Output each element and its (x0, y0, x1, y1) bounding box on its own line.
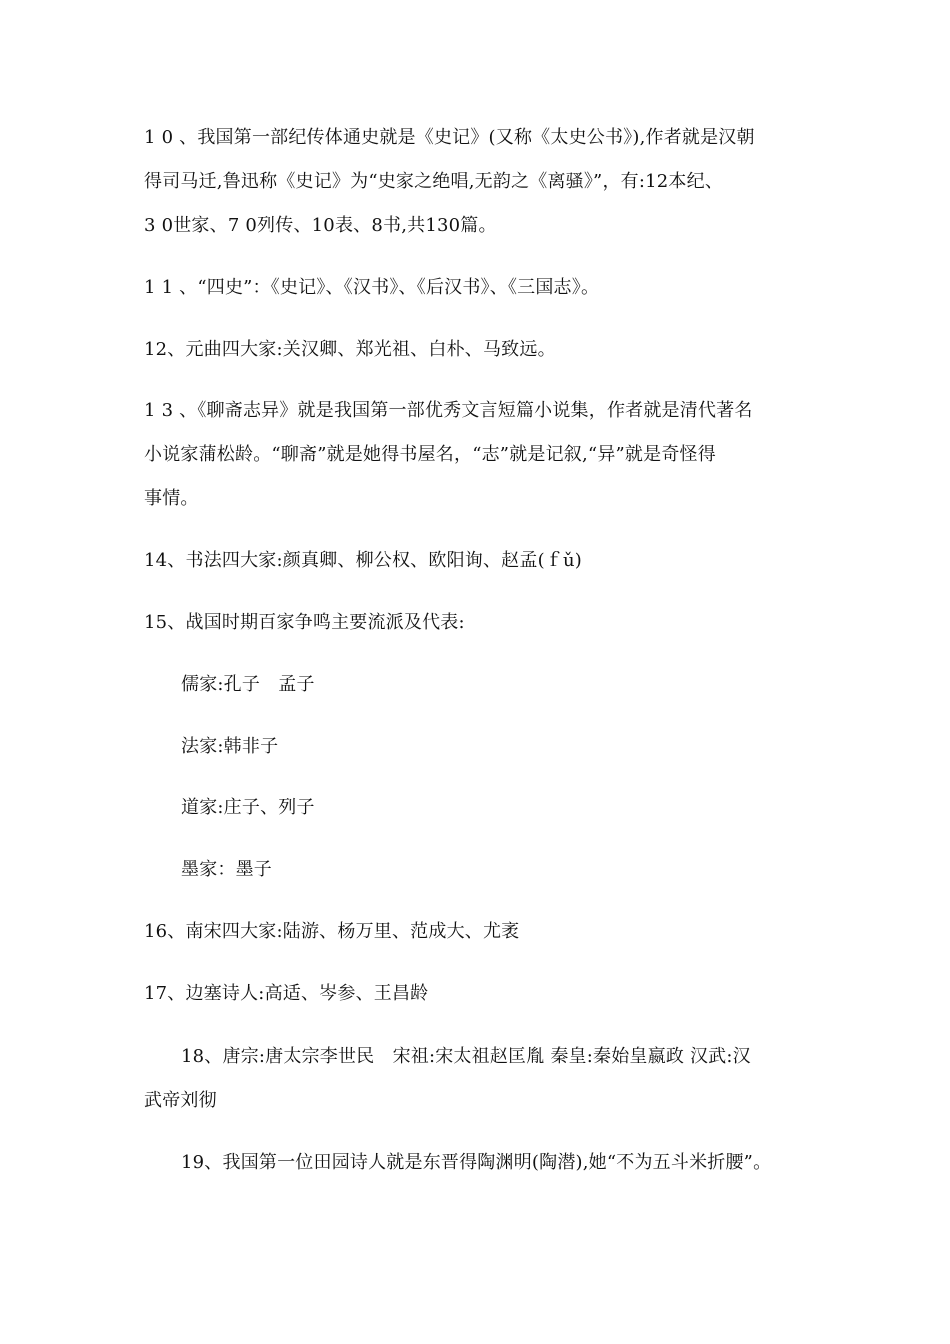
text-line-10c: 3 0世家、7 0列传、10表、8书,共130篇。 (144, 215, 497, 236)
text-line-school-dao: 道家:庄子、列子 (181, 797, 315, 818)
text-line-13a: 1 3 、《聊斋志异》就是我国第一部优秀文言短篇小说集，作者就是清代著名 (144, 400, 753, 421)
text-line-12: 12、元曲四大家:关汉卿、郑光祖、白朴、马致远。 (144, 339, 556, 360)
text-line-14: 14、书法四大家:颜真卿、柳公权、欧阳询、赵孟(ｆǔ) (144, 550, 583, 571)
text-line-15: 15、战国时期百家争鸣主要流派及代表: (144, 612, 465, 633)
text-line-10b: 得司马迁,鲁迅称《史记》为“史家之绝唱,无韵之《离骚》”，有:12本纪、 (144, 171, 724, 192)
text-line-10a: 1 0 、我国第一部纪传体通史就是《史记》(又称《太史公书》),作者就是汉朝 (144, 127, 755, 148)
text-line-13b: 小说家蒲松龄。“聊斋”就是她得书屋名，“志”就是记叙,“异”就是奇怪得 (144, 444, 716, 465)
text-line-11: 1 1 、“四史”：《史记》、《汉书》、《后汉书》、《三国志》。 (144, 277, 600, 298)
text-line-18b: 武帝刘彻 (144, 1090, 217, 1111)
text-line-13c: 事情。 (144, 488, 199, 509)
text-line-19: 19、我国第一位田园诗人就是东晋得陶渊明(陶潜),她“不为五斗米折腰”。 (181, 1152, 772, 1173)
text-line-18a: 18、唐宗:唐太宗李世民 宋祖:宋太祖赵匡胤 秦皇:秦始皇嬴政 汉武:汉 (181, 1046, 751, 1067)
text-line-school-mo: 墨家：墨子 (181, 859, 272, 880)
text-line-school-ru: 儒家:孔子 孟子 (181, 674, 315, 695)
text-line-school-fa: 法家:韩非子 (181, 736, 279, 757)
text-line-17: 17、边塞诗人:高适、岑参、王昌龄 (144, 983, 429, 1004)
text-line-16: 16、南宋四大家:陆游、杨万里、范成大、尤袤 (144, 921, 520, 942)
